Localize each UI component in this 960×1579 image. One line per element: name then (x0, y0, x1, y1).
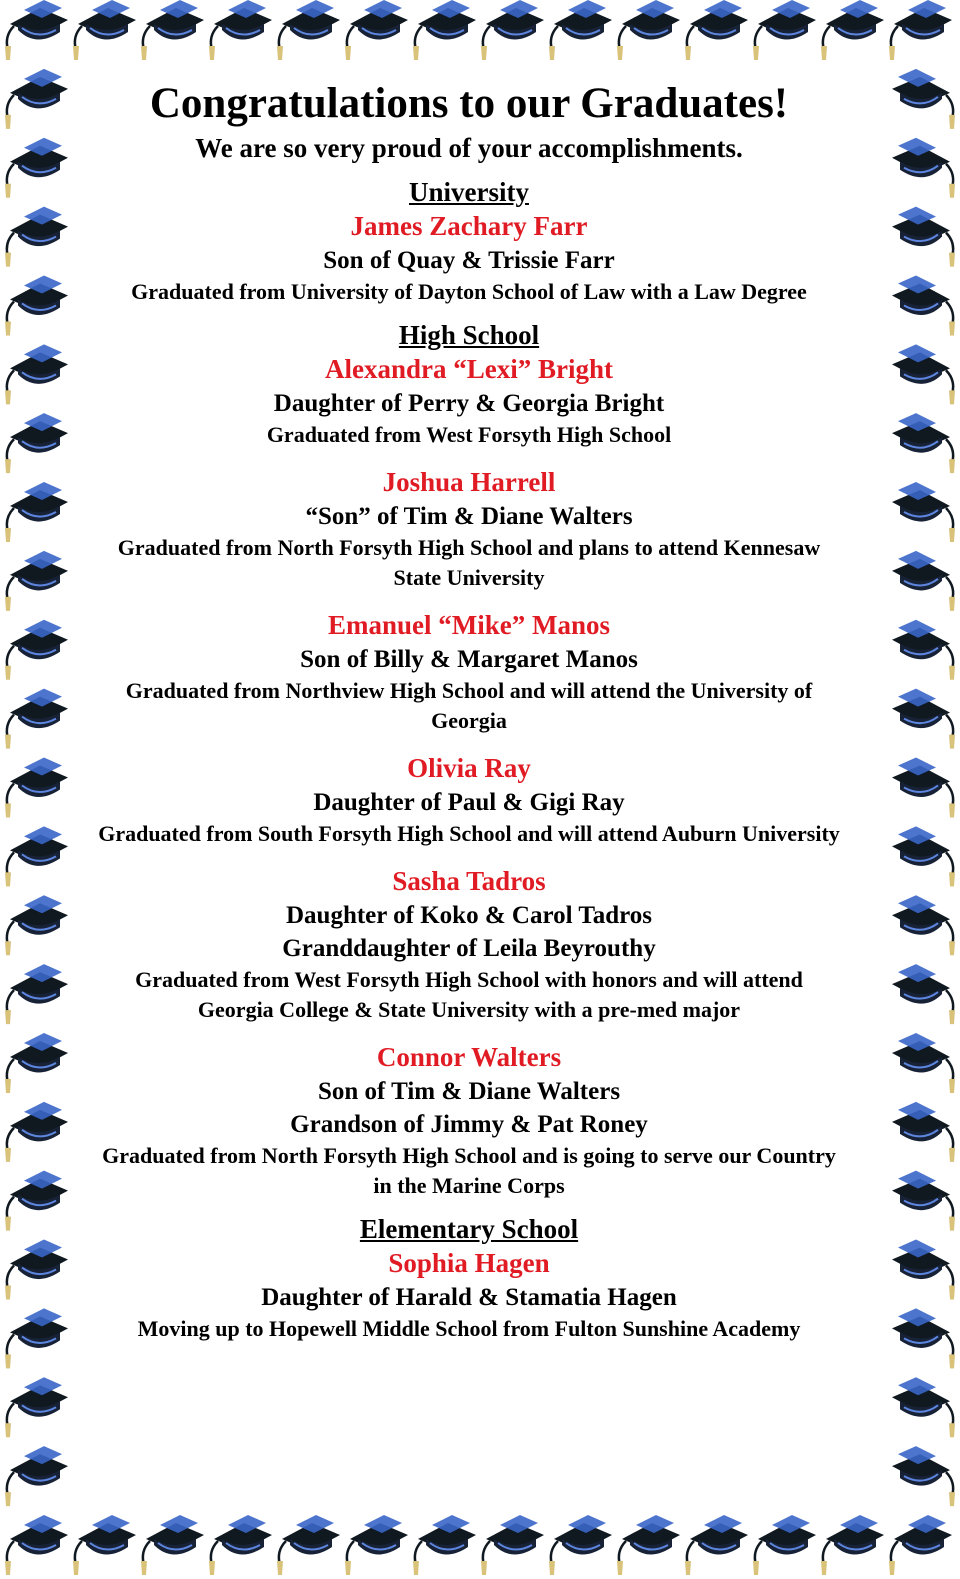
graduate-detail: Graduated from North Forsyth High School and plans to attend Kennesaw State University (117, 535, 821, 590)
graduation-cap-icon (5, 1033, 68, 1093)
graduation-cap-icon (5, 1308, 68, 1368)
graduate-relation: Son of Quay & Trissie Farr (323, 247, 615, 274)
graduate-detail: Moving up to Hopewell Middle School from Fulton Sunshine Academy (137, 1316, 801, 1341)
page-subtitle: We are so very proud of your accomplishments. (195, 133, 743, 163)
graduate-detail: Graduated from West Forsyth High School (266, 422, 672, 447)
graduation-cap-icon (892, 964, 955, 1024)
graduation-cap-icon (141, 1515, 204, 1575)
graduate-entry (95, 208, 843, 307)
graduate-entry (95, 351, 843, 450)
graduate-detail: Graduated from University of Dayton School of Law with a Law Degree (131, 279, 807, 304)
graduation-cap-icon (889, 0, 952, 60)
graduate-name: Joshua Harrell (382, 467, 556, 497)
graduate-entry (95, 750, 843, 849)
graduation-cap-icon (5, 689, 68, 749)
graduate-relation: Daughter of Harald & Stamatia Hagen (261, 1284, 677, 1311)
graduation-cap-icon (892, 1377, 955, 1437)
graduation-cap-icon (549, 0, 612, 60)
section-heading: University (409, 177, 529, 207)
section-elementary-school (95, 1213, 843, 1344)
graduation-cap-icon (5, 1171, 68, 1231)
graduate-name: Sasha Tadros (392, 866, 546, 896)
graduate-name: Sophia Hagen (388, 1248, 550, 1278)
graduation-cap-icon (892, 895, 955, 955)
graduate-entry (95, 1039, 843, 1201)
graduation-cap-icon (892, 413, 955, 473)
graduation-cap-icon (345, 1515, 408, 1575)
graduation-cap-icon (345, 0, 408, 60)
graduation-cap-icon (892, 689, 955, 749)
graduation-cap-icon (892, 1171, 955, 1231)
graduation-cap-icon (5, 1102, 68, 1162)
section-high-school (95, 319, 843, 1201)
graduation-cap-icon (5, 413, 68, 473)
graduate-name: Olivia Ray (407, 753, 531, 783)
graduate-entry (95, 1245, 843, 1344)
graduation-cap-icon (753, 0, 816, 60)
graduation-cap-icon (481, 0, 544, 60)
graduation-cap-icon (413, 1515, 476, 1575)
graduation-cap-icon (821, 1515, 884, 1575)
graduation-cap-icon (481, 1515, 544, 1575)
graduate-detail: Graduated from North Forsyth High School and is going to serve our Country in the Marine Corps (102, 1143, 836, 1198)
graduation-cap-icon (892, 344, 955, 404)
graduate-detail: Graduated from West Forsyth High School with honors and will attend Georgia College & State University with a pre-med major (135, 967, 803, 1022)
graduate-relation: Daughter of Paul & Gigi Ray (313, 789, 625, 816)
graduation-cap-icon (5, 964, 68, 1024)
graduation-cap-icon (889, 1515, 952, 1575)
graduation-cap-icon (413, 0, 476, 60)
graduate-relation: Son of Tim & Diane Walters (317, 1078, 621, 1105)
graduation-cap-icon (5, 275, 68, 335)
graduation-cap-icon (892, 275, 955, 335)
graduation-cap-icon (892, 1446, 955, 1506)
graduate-entry (95, 607, 843, 736)
graduation-cap-icon (5, 551, 68, 611)
graduation-cap-icon (892, 207, 955, 267)
graduate-detail: Graduated from South Forsyth High School and will attend Auburn University (98, 821, 840, 846)
graduation-cap-icon (5, 482, 68, 542)
graduation-cap-icon (277, 0, 340, 60)
graduation-cap-icon (5, 207, 68, 267)
graduation-cap-icon (892, 620, 955, 680)
graduation-cap-icon (209, 1515, 272, 1575)
graduation-cap-icon (617, 1515, 680, 1575)
graduation-cap-icon (277, 1515, 340, 1575)
section-heading: Elementary School (359, 1214, 579, 1244)
graduation-cap-icon (892, 482, 955, 542)
graduation-cap-icon (5, 344, 68, 404)
graduation-cap-icon (549, 1515, 612, 1575)
graduation-cap-icon (821, 0, 884, 60)
graduate-relation: Daughter of Perry & Georgia Bright (273, 390, 665, 417)
section-heading: High School (398, 320, 540, 350)
graduation-cap-icon (5, 1240, 68, 1300)
graduate-relation: Grandson of Jimmy & Pat Roney (290, 1111, 648, 1138)
graduation-cap-icon (892, 1308, 955, 1368)
graduate-relation: “Son” of Tim & Diane Walters (305, 503, 633, 530)
graduation-cap-icon (892, 1102, 955, 1162)
graduate-relation: Granddaughter of Leila Beyrouthy (282, 935, 656, 962)
graduation-cap-icon (892, 69, 955, 129)
graduation-cap-icon (5, 1377, 68, 1437)
graduation-cap-icon (5, 620, 68, 680)
graduation-cap-icon (753, 1515, 816, 1575)
graduation-cap-icon (5, 138, 68, 198)
graduation-cap-icon (73, 1515, 136, 1575)
graduate-sections (95, 176, 843, 1344)
graduate-entry (95, 464, 843, 593)
graduation-cap-icon (5, 826, 68, 886)
graduate-name: James Zachary Farr (350, 211, 588, 241)
graduation-cap-icon (892, 1240, 955, 1300)
graduation-cap-icon (892, 758, 955, 818)
graduate-detail: Graduated from Northview High School and will attend the University of Georgia (125, 678, 813, 733)
graduation-cap-icon (685, 1515, 748, 1575)
graduate-name: Alexandra “Lexi” Bright (325, 354, 613, 384)
graduation-cap-icon (5, 0, 68, 60)
graduate-name: Connor Walters (376, 1042, 562, 1072)
graduation-cap-icon (685, 0, 748, 60)
graduation-cap-icon (5, 69, 68, 129)
graduation-cap-icon (617, 0, 680, 60)
graduate-relation: Daughter of Koko & Carol Tadros (285, 902, 653, 929)
graduation-cap-icon (209, 0, 272, 60)
graduate-entry (95, 863, 843, 1025)
graduation-cap-icon (892, 138, 955, 198)
graduation-cap-icon (5, 895, 68, 955)
page-title: Congratulations to our Graduates! (149, 80, 789, 127)
section-university (95, 176, 843, 307)
graduate-name: Emanuel “Mike” Manos (327, 610, 610, 640)
graduation-cap-icon (892, 551, 955, 611)
graduation-cap-icon (5, 1515, 68, 1575)
announcement (95, 78, 843, 1344)
graduation-cap-icon (5, 758, 68, 818)
graduation-cap-icon (5, 1446, 68, 1506)
graduation-cap-icon (892, 826, 955, 886)
graduation-cap-icon (141, 0, 204, 60)
graduate-relation: Son of Billy & Margaret Manos (300, 646, 638, 673)
graduation-cap-icon (892, 1033, 955, 1093)
graduation-cap-icon (73, 0, 136, 60)
